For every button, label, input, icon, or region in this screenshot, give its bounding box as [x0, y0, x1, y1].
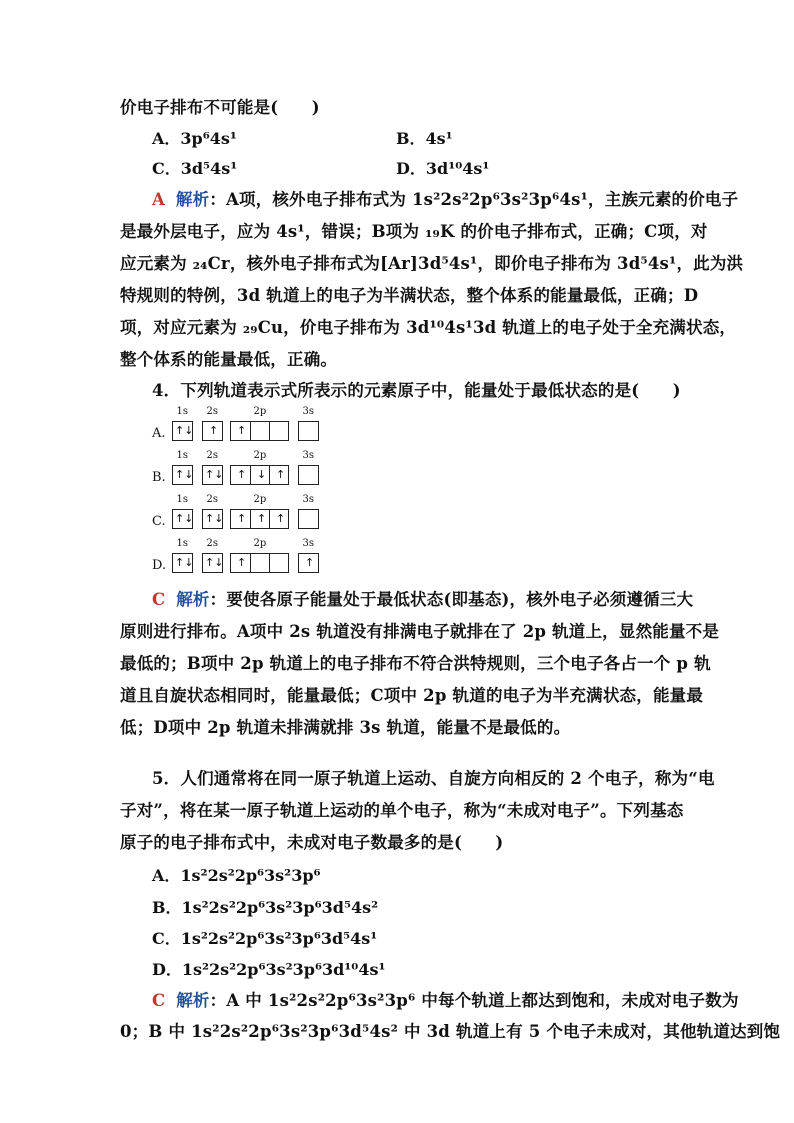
electron-spin-arrow: ↑ — [305, 556, 315, 569]
orbital-cell — [299, 510, 318, 528]
orbital-cell — [269, 510, 288, 528]
orbital-label-3s: 3s — [302, 538, 314, 549]
orbital-row-d — [152, 538, 352, 578]
orbital-row-label: A. — [152, 426, 166, 441]
orbital-box-2s — [202, 421, 223, 441]
orbital-label-1s: 1s — [176, 406, 188, 417]
orbital-label-1s: 1s — [176, 494, 188, 505]
orbital-box-2p — [230, 465, 289, 485]
orbital-cell — [203, 510, 222, 528]
orbital-cell — [231, 466, 250, 484]
orbital-label-2s: 2s — [206, 494, 218, 505]
orbital-cell — [173, 422, 192, 440]
orbital-cell — [269, 466, 288, 484]
orbital-cell — [250, 510, 269, 528]
orbital-box-3s — [298, 509, 319, 529]
q5-jiexi-label: 解析 — [176, 991, 210, 1010]
orbital-cell — [231, 554, 250, 572]
orbital-cell — [299, 554, 318, 572]
q4-explanation-line-3: 最低的；B项中 2p 轨道上的电子排布不符合洪特规则，三个电子各占一个 p 轨 — [120, 654, 711, 673]
q3-option-a: A．3p⁶4s¹ — [152, 129, 237, 148]
q5-stem-line-1: 5．人们通常将在同一原子轨道上运动、自旋方向相反的 2 个电子，称为“电 — [152, 769, 715, 788]
q3-option-b: B．4s¹ — [396, 129, 453, 148]
q3-answer: A — [152, 190, 166, 209]
orbital-box-2s — [202, 509, 223, 529]
orbital-row-label: C. — [152, 514, 166, 529]
electron-spin-arrow: ↑↓ — [205, 512, 224, 525]
orbital-label-3s: 3s — [302, 494, 314, 505]
orbital-box-1s — [172, 553, 193, 573]
q3-jiexi-label: 解析 — [175, 190, 210, 209]
orbital-cell — [269, 422, 288, 440]
orbital-label-2p: 2p — [253, 538, 267, 549]
orbital-label-2s: 2s — [206, 406, 218, 417]
q3-explanation-line-5: 项，对应元素为 ₂₉Cu，价电子排布为 3d¹⁰4s¹3d 轨道上的电子处于全充满状态， — [120, 318, 737, 337]
q5-option-a: A．1s²2s²2p⁶3s²3p⁶ — [152, 866, 321, 885]
orbital-cell — [203, 466, 222, 484]
electron-spin-arrow: ↑ — [257, 512, 267, 525]
q3-explanation-line-6: 整个体系的能量最低，正确。 — [120, 350, 338, 369]
orbital-box-2s — [202, 553, 223, 573]
orbital-label-1s: 1s — [176, 450, 188, 461]
orbital-cell — [203, 554, 222, 572]
q5-stem-line-2: 子对”，将在某一原子轨道上运动的单个电子，称为“未成对电子”。下列基态 — [120, 801, 684, 820]
electron-spin-arrow: ↑ — [237, 468, 247, 481]
orbital-cell — [299, 422, 318, 440]
orbital-row-b — [152, 450, 352, 490]
electron-spin-arrow: ↑ — [237, 556, 247, 569]
q5-answer: C — [152, 991, 166, 1010]
electron-spin-arrow: ↑ — [276, 468, 286, 481]
orbital-label-2p: 2p — [253, 406, 267, 417]
electron-spin-arrow: ↑ — [276, 512, 286, 525]
orbital-row-label: B. — [152, 470, 166, 485]
q3-stem-end: 价电子排布不可能是( ) — [120, 98, 320, 117]
orbital-box-2p — [230, 421, 289, 441]
orbital-label-2p: 2p — [253, 450, 267, 461]
orbital-cell — [173, 554, 192, 572]
orbital-cell — [250, 466, 269, 484]
q4-explanation-line-4: 道且自旋状态相同时，能量最低；C项中 2p 轨道的电子为半充满状态，能量最 — [120, 686, 704, 705]
orbital-cell — [269, 554, 288, 572]
orbital-box-2p — [230, 553, 289, 573]
orbital-cell — [299, 466, 318, 484]
orbital-label-1s: 1s — [176, 538, 188, 549]
q3-option-d: D．3d¹⁰4s¹ — [396, 159, 490, 178]
orbital-row-c — [152, 494, 352, 534]
q4-answer: C — [152, 590, 166, 609]
q3-explanation-line-2: 是最外层电子，应为 4s¹，错误；B项为 ₁₉K 的价电子排布式，正确；C项，对 — [120, 222, 708, 241]
orbital-box-3s — [298, 465, 319, 485]
orbital-label-3s: 3s — [302, 406, 314, 417]
orbital-label-2s: 2s — [206, 450, 218, 461]
electron-spin-arrow: ↑↓ — [175, 468, 194, 481]
orbital-label-3s: 3s — [302, 450, 314, 461]
orbital-label-2s: 2s — [206, 538, 218, 549]
orbital-cell — [203, 422, 222, 440]
q4-explanation-line-2: 原则进行排布。A项中 2s 轨道没有排满电子就排在了 2p 轨道上，显然能量不是 — [120, 622, 720, 641]
q5-option-b: B．1s²2s²2p⁶3s²3p⁶3d⁵4s² — [152, 898, 379, 917]
q4-jiexi-label: 解析 — [176, 590, 210, 609]
electron-spin-arrow: ↑ — [237, 424, 247, 437]
q5-explanation-line-1: C 解析：A 中 1s²2s²2p⁶3s²3p⁶ 中每个轨道上都达到饱和，未成对电子数为 — [152, 991, 739, 1010]
orbital-box-2s — [202, 465, 223, 485]
q4-explanation-line-1: C 解析：要使各原子能量处于最低状态(即基态)，核外电子必须遵循三大 — [152, 590, 694, 609]
electron-spin-arrow: ↑↓ — [175, 424, 194, 437]
q5-explanation-line-2: 0；B 中 1s²2s²2p⁶3s²3p⁶3d⁵4s² 中 3d 轨道上有 5 个电子未成对，其他轨道达到饱 — [120, 1022, 781, 1041]
orbital-cell — [231, 422, 250, 440]
electron-spin-arrow: ↑↓ — [175, 512, 194, 525]
q5-stem-line-3: 原子的电子排布式中，未成对电子数最多的是( ) — [120, 833, 504, 852]
orbital-cell — [173, 510, 192, 528]
orbital-cell — [173, 466, 192, 484]
orbital-cell — [250, 554, 269, 572]
q3-explanation-line-4: 特规则的特例，3d 轨道上的电子为半满状态，整个体系的能量最低，正确；D — [120, 286, 699, 305]
orbital-box-1s — [172, 509, 193, 529]
orbital-row-label: D. — [152, 558, 167, 573]
electron-spin-arrow: ↑↓ — [175, 556, 194, 569]
orbital-row-a — [152, 406, 352, 446]
electron-spin-arrow: ↑↓ — [205, 556, 224, 569]
orbital-cell — [250, 422, 269, 440]
q5-option-d: D．1s²2s²2p⁶3s²3p⁶3d¹⁰4s¹ — [152, 960, 386, 979]
q3-explanation-line-3: 应元素为 ₂₄Cr，核外电子排布式为[Ar]3d⁵4s¹，即价电子排布为 3d⁵4s¹，此为洪 — [120, 254, 744, 273]
electron-spin-arrow: ↑ — [237, 512, 247, 525]
electron-spin-arrow: ↓ — [257, 468, 267, 481]
orbital-box-3s — [298, 421, 319, 441]
orbital-cell — [231, 510, 250, 528]
q4-stem: 4．下列轨道表示式所表示的元素原子中，能量处于最低状态的是( ) — [152, 381, 681, 400]
q3-option-c: C．3d⁵4s¹ — [152, 159, 238, 178]
orbital-box-1s — [172, 421, 193, 441]
electron-spin-arrow: ↑ — [209, 424, 219, 437]
q5-option-c: C．1s²2s²2p⁶3s²3p⁶3d⁵4s¹ — [152, 929, 378, 948]
electron-spin-arrow: ↑↓ — [205, 468, 224, 481]
orbital-label-2p: 2p — [253, 494, 267, 505]
q4-explanation-line-5: 低；D项中 2p 轨道未排满就排 3s 轨道，能量不是最低的。 — [120, 718, 571, 737]
q3-explanation-line-1: A 解析：A项，核外电子排布式为 1s²2s²2p⁶3s²3p⁶4s¹，主族元素的价电子 — [152, 190, 739, 209]
orbital-box-2p — [230, 509, 289, 529]
orbital-box-3s — [298, 553, 319, 573]
orbital-box-1s — [172, 465, 193, 485]
